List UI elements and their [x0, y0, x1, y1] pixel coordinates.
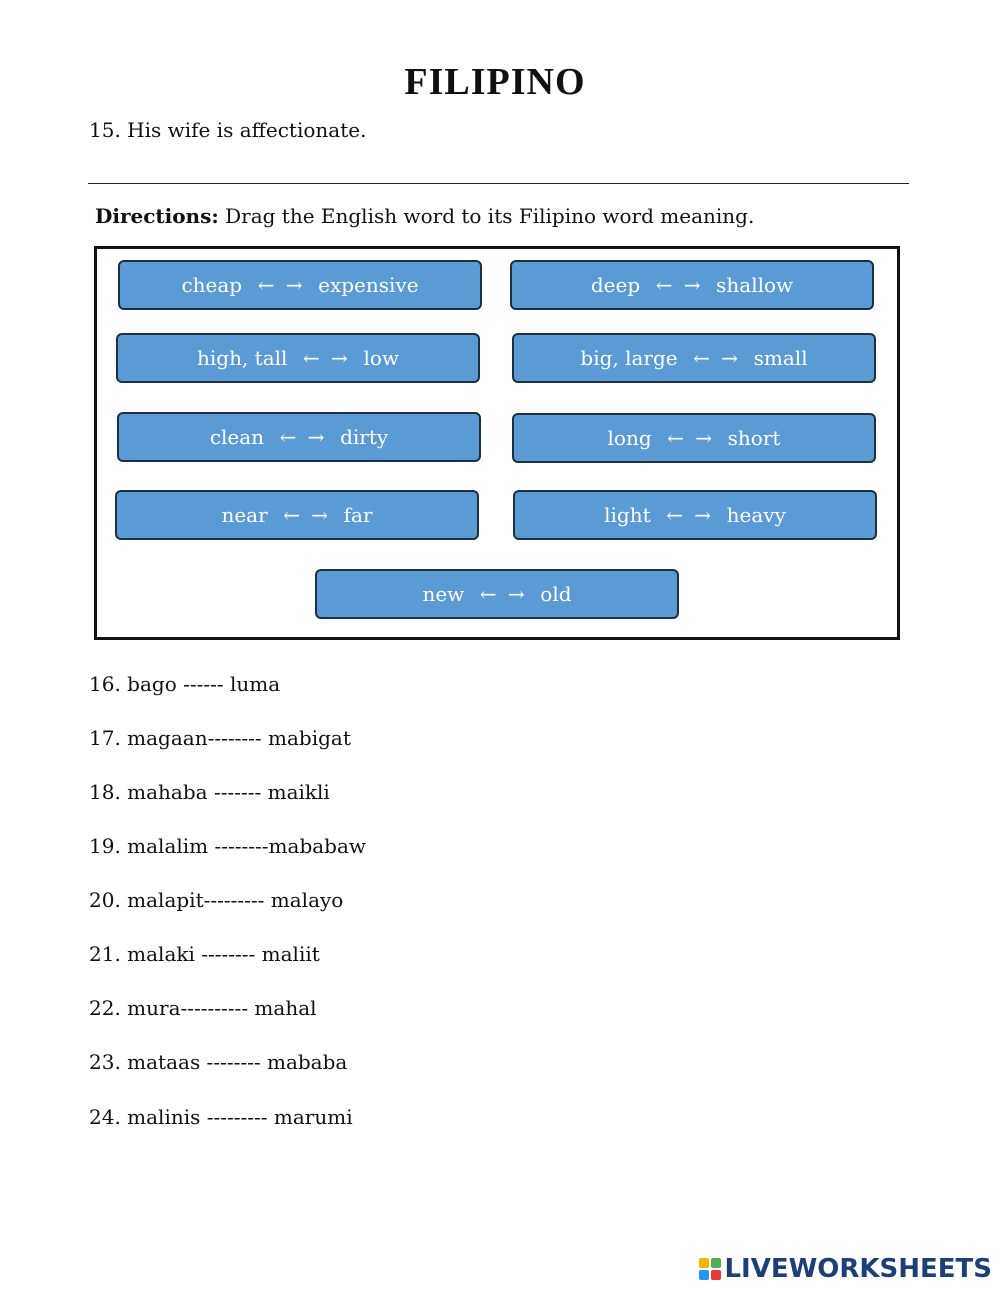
arrow-left-icon: ← [655, 273, 673, 297]
pair-english-right: expensive [318, 273, 419, 297]
pair-english-left: cheap [181, 273, 243, 297]
arrow-right-icon: → [507, 582, 525, 606]
pair-english-right: dirty [340, 425, 389, 449]
pair-english-left: near [221, 503, 268, 527]
arrow-right-icon: → [311, 503, 329, 527]
arrow-right-icon: → [683, 273, 701, 297]
pair-english-left: clean [209, 425, 265, 449]
directions-label: Directions: [95, 204, 219, 228]
drop-target-item-23[interactable]: 23. mataas -------- mababa [89, 1050, 348, 1074]
directions-text: Drag the English word to its Filipino word meaning. [225, 204, 755, 228]
drop-target-item-24[interactable]: 24. malinis --------- marumi [89, 1105, 353, 1129]
arrow-right-icon: → [695, 426, 713, 450]
drop-target-item-18[interactable]: 18. mahaba ------- maikli [89, 780, 330, 804]
pair-english-right: small [753, 346, 808, 370]
answer-line-divider [88, 183, 909, 184]
logo-square-icon [699, 1258, 709, 1268]
pair-english-right: heavy [726, 503, 786, 527]
pair-english-right: far [343, 503, 373, 527]
logo-square-icon [711, 1258, 721, 1268]
arrow-left-icon: ← [666, 503, 683, 527]
liveworksheets-logo-icon [699, 1258, 721, 1280]
draggable-pair-cheap-expensive[interactable] [118, 260, 482, 310]
draggable-pair-near-far[interactable] [115, 490, 479, 540]
arrow-left-icon: ← [479, 582, 497, 606]
pair-english-right: old [540, 582, 572, 606]
drop-target-item-22[interactable]: 22. mura---------- mahal [89, 996, 317, 1020]
arrow-left-icon: ← [279, 425, 297, 449]
drop-target-item-17[interactable]: 17. magaan-------- mabigat [89, 726, 351, 750]
pair-english-left: deep [590, 273, 641, 297]
arrow-right-icon: → [331, 346, 348, 370]
word-pair-bank [94, 246, 900, 640]
arrow-left-icon: ← [693, 346, 711, 370]
arrow-right-icon: → [285, 273, 303, 297]
drop-target-item-16[interactable]: 16. bago ------ luma [89, 672, 281, 696]
draggable-pair-big-small[interactable] [512, 333, 876, 383]
draggable-pair-deep-shallow[interactable] [510, 260, 874, 310]
draggable-pair-long-short[interactable] [512, 413, 876, 463]
arrow-right-icon: → [694, 503, 711, 527]
logo-square-icon [711, 1270, 721, 1280]
arrow-left-icon: ← [283, 503, 301, 527]
arrow-right-icon: → [307, 425, 325, 449]
drop-target-item-19[interactable]: 19. malalim --------mababaw [89, 834, 367, 858]
draggable-pair-light-heavy[interactable] [513, 490, 877, 540]
draggable-pair-high-low[interactable] [116, 333, 480, 383]
pair-english-left: light [604, 503, 651, 527]
liveworksheets-brand [699, 1254, 992, 1284]
arrow-left-icon: ← [667, 426, 685, 450]
pair-english-left: long [607, 426, 652, 450]
pair-english-right: low [363, 346, 399, 370]
pair-english-left: new [422, 582, 465, 606]
brand-name: LIVEWORKSHEETS [724, 1254, 992, 1284]
arrow-right-icon: → [721, 346, 739, 370]
draggable-pair-new-old[interactable] [315, 569, 679, 619]
worksheet-title: FILIPINO [404, 61, 586, 103]
drop-target-item-20[interactable]: 20. malapit--------- malayo [89, 888, 344, 912]
pair-english-left: high, tall [197, 346, 288, 370]
directions [95, 204, 754, 228]
logo-square-icon [699, 1270, 709, 1280]
pair-english-right: shallow [716, 273, 794, 297]
drop-target-item-21[interactable]: 21. malaki -------- maliit [89, 942, 320, 966]
arrow-left-icon: ← [303, 346, 320, 370]
arrow-left-icon: ← [257, 273, 275, 297]
question-15: 15. His wife is affectionate. [89, 118, 367, 142]
draggable-pair-clean-dirty[interactable] [117, 412, 481, 462]
pair-english-left: big, large [580, 346, 678, 370]
pair-english-right: short [727, 426, 781, 450]
